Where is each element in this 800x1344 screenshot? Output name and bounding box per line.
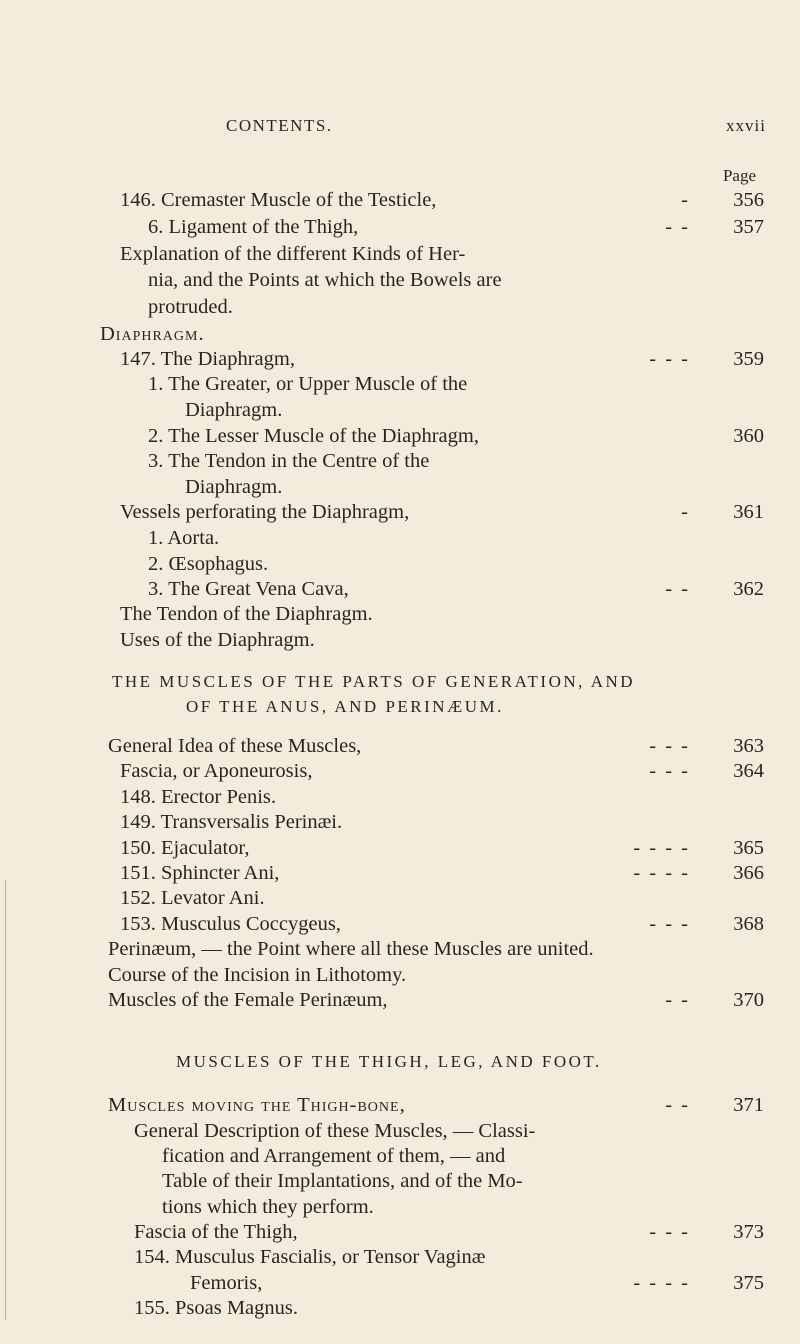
entry-leader: - [681,501,690,523]
contents-entry [0,884,800,912]
entry-text: General Description of these Muscles, — Classi- [134,1120,536,1142]
entry-text: 3. The Tendon in the Centre of the [148,450,430,472]
entry-page-number: 371 [733,1094,764,1116]
entry-text: 153. Musculus Coccygeus, [120,913,341,935]
entry-page-number: 375 [733,1272,764,1294]
contents-entry [0,910,800,938]
contents-entry [0,808,800,836]
contents-entry [0,1142,800,1170]
entry-text: Uses of the Diaphragm. [120,629,315,651]
entry-text: Muscles moving the Thigh-bone, [108,1094,406,1116]
entry-text: Muscles of the Female Perinæum, [108,989,388,1011]
contents-entry [0,757,800,785]
contents-entry [0,422,800,450]
page-column-label: Page [722,166,756,185]
entry-text: 154. Musculus Fascialis, or Tensor Vaginæ [134,1246,486,1268]
contents-entry [0,1193,800,1221]
contents-entry [0,986,800,1014]
entry-page-number: 366 [733,862,764,884]
entry-page-number: 364 [733,760,764,782]
entry-text: 2. Œsophagus. [148,553,269,575]
contents-entry [0,1117,800,1145]
entry-leader: - - - [649,735,690,757]
entry-text: 6. Ligament of the Thigh, [148,216,359,238]
contents-entry [0,732,800,760]
page-number: xxvii [726,116,766,135]
entry-page-number: 356 [733,189,764,211]
entry-page-number: 359 [733,348,764,370]
contents-entry [0,240,800,268]
entry-text: Diaphragm. [185,476,283,498]
entry-leader: - - - [649,913,690,935]
entry-text: Explanation of the different Kinds of Her- [120,243,466,265]
entry-text: Table of their Implantations, and of the Mo- [162,1170,523,1192]
entry-text: 2. The Lesser Muscle of the Diaphragm, [148,425,479,447]
contents-entry [0,1091,800,1119]
entry-text: 150. Ejaculator, [120,837,250,859]
contents-entry [0,600,800,628]
section-heading-text: OF THE ANUS, AND PERINÆUM. [186,697,504,716]
contents-entry [0,498,800,526]
entry-page-number: 363 [733,735,764,757]
contents-entry [0,1243,800,1271]
entry-text: Fascia, or Aponeurosis, [120,760,313,782]
entry-page-number: 357 [733,216,764,238]
entry-text: Course of the Incision in Lithotomy. [108,964,407,986]
entry-leader: - - - [649,760,690,782]
entry-text: Vessels perforating the Diaphragm, [120,501,410,523]
entry-text: 155. Psoas Magnus. [134,1297,299,1319]
entry-leader: - - - [649,1221,690,1243]
entry-text: Perinæum, — the Point where all these Muscles are united. [108,938,594,960]
entry-page-number: 361 [733,501,764,523]
contents-entry [0,961,800,989]
contents-entry [0,783,800,811]
running-head-title: CONTENTS. [226,116,333,135]
entry-text: 3. The Great Vena Cava, [148,578,349,600]
contents-entry [0,213,800,241]
contents-entry [0,345,800,373]
entry-text: 146. Cremaster Muscle of the Testicle, [120,189,437,211]
running-head [0,116,800,146]
entry-text: Fascia of the Thigh, [134,1221,298,1243]
entry-leader: - - [665,1094,690,1116]
entry-text: 147. The Diaphragm, [120,348,295,370]
section-heading-text: THE MUSCLES OF THE PARTS OF GENERATION, AND [112,672,636,691]
entry-leader: - - - [649,348,690,370]
entry-text: 152. Levator Ani. [120,887,265,909]
entry-text: General Idea of these Muscles, [108,735,362,757]
entry-text: The Tendon of the Diaphragm. [120,603,373,625]
contents-entry [0,550,800,578]
entry-leader: - - [665,989,690,1011]
entry-page-number: 362 [733,578,764,600]
contents-entry [0,320,800,348]
contents-entry [0,1294,800,1322]
contents-entry [0,1269,800,1297]
contents-entry [0,186,800,214]
entry-text: 1. The Greater, or Upper Muscle of the [148,373,468,395]
entry-text: tions which they perform. [162,1196,374,1218]
entry-text: nia, and the Points at which the Bowels are [148,269,502,291]
contents-entry [0,396,800,424]
entry-page-number: 368 [733,913,764,935]
contents-entry [0,575,800,603]
entry-page-number: 365 [733,837,764,859]
entry-page-number: 360 [733,425,764,447]
entry-page-number: 373 [733,1221,764,1243]
entry-leader: - [681,189,690,211]
contents-entry [0,370,800,398]
entry-text: Diaphragm. [185,399,283,421]
contents-entry [0,859,800,887]
entry-leader: - - - - [633,862,690,884]
entry-text: Femoris, [190,1272,263,1294]
contents-entry [0,266,800,294]
entry-text: 1. Aorta. [148,527,220,549]
contents-entry [0,293,800,321]
entry-text: protruded. [148,296,233,318]
contents-entry [0,1218,800,1246]
contents-entry [0,626,800,654]
entry-leader: - - [665,578,690,600]
entry-page-number: 370 [733,989,764,1011]
contents-entry [0,834,800,862]
entry-text: fication and Arrangement of them, — and [162,1145,506,1167]
entry-text: 151. Sphincter Ani, [120,862,280,884]
contents-entry [0,524,800,552]
contents-entry [0,473,800,501]
contents-entry [0,447,800,475]
entry-text: 149. Transversalis Perinæi. [120,811,343,833]
entry-leader: - - [665,216,690,238]
entry-text: 148. Erector Penis. [120,786,276,808]
contents-entry [0,1167,800,1195]
entry-text: Diaphragm. [100,323,205,345]
section-heading-text: MUSCLES OF THE THIGH, LEG, AND FOOT. [176,1052,602,1071]
contents-entry [0,935,800,963]
entry-leader: - - - - [633,1272,690,1294]
entry-leader: - - - - [633,837,690,859]
binding-edge [5,880,6,1320]
